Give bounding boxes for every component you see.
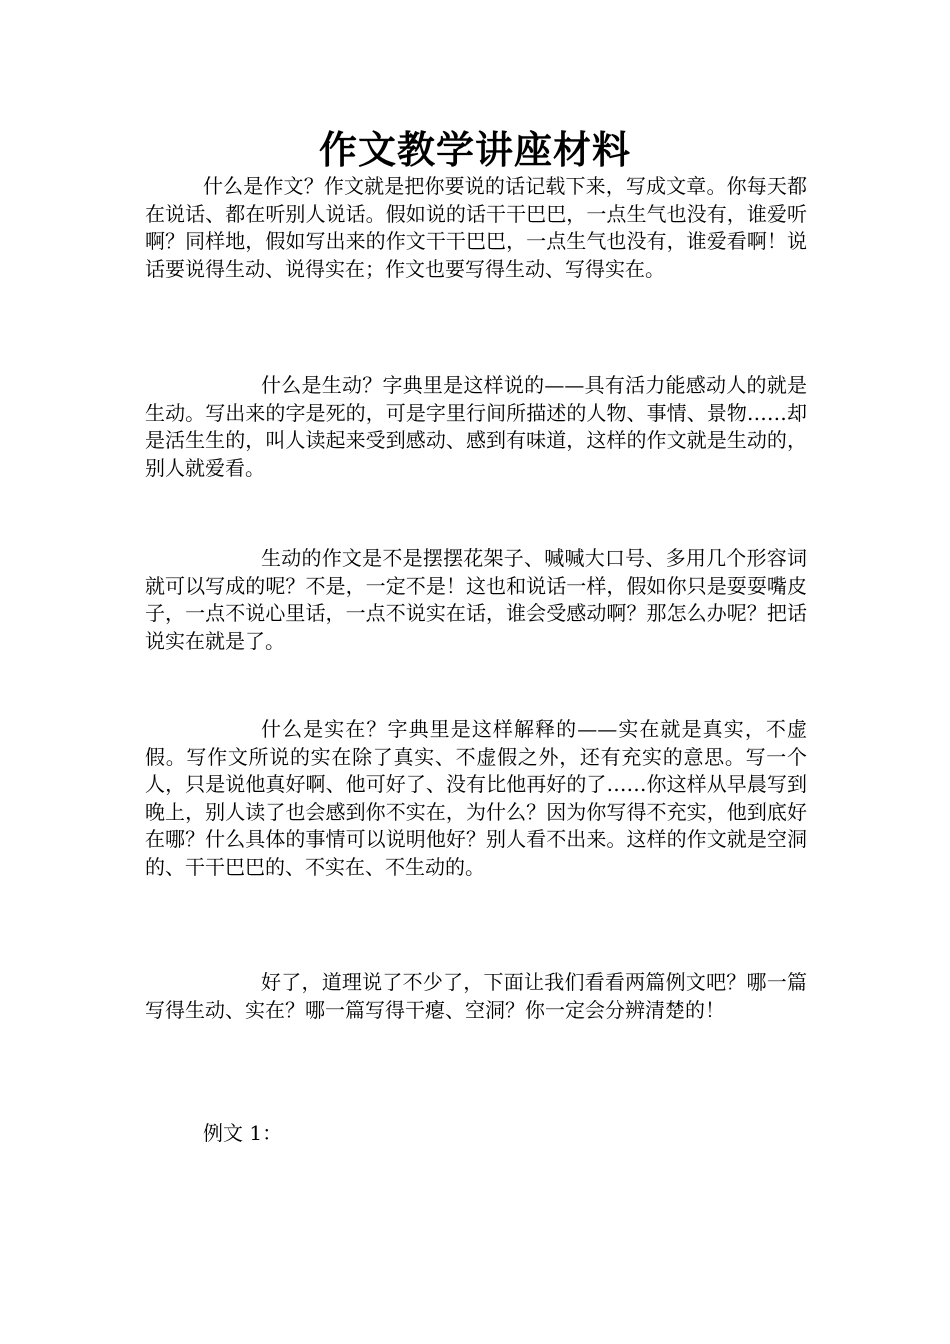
paragraph-2: 什么是生动？字典里是这样说的——具有活力能感动人的就是生动。写出来的字是死的，可是字里行间所描述的人物、事情、景物……却是活生生的，叫人读起来受到感动、感到有味道，这样的作文就是生动的，别人就爱看。 xyxy=(145,373,807,480)
example-label: 例文 1： xyxy=(203,1121,283,1145)
paragraph-1: 什么是作文？作文就是把你要说的话记载下来，写成文章。你每天都在说话、都在听别人说话。假如说的话干干巴巴，一点生气也没有，谁爱听啊？同样地，假如写出来的作文干干巴巴，一点生气也没有，谁爱看啊！说话要说得生动、说得实在；作文也要写得生动、写得实在。 xyxy=(145,174,807,281)
document-title: 作文教学讲座材料 xyxy=(318,127,631,172)
paragraph-5: 好了，道理说了不少了，下面让我们看看两篇例文吧？哪一篇写得生动、实在？哪一篇写得干瘪、空洞？你一定会分辨清楚的！ xyxy=(145,970,807,1022)
paragraph-3: 生动的作文是不是摆摆花架子、喊喊大口号、多用几个形容词就可以写成的呢？不是，一定不是！这也和说话一样，假如你只是耍耍嘴皮子，一点不说心里话，一点不说实在话，谁会受感动啊？那怎么办呢？把话说实在就是了。 xyxy=(145,546,807,653)
paragraph-4: 什么是实在？字典里是这样解释的——实在就是真实，不虚假。写作文所说的实在除了真实、不虚假之外，还有充实的意思。写一个人，只是说他真好啊、他可好了、没有比他再好的了……你这样从早晨写到晚上，别人读了也会感到你不实在，为什么？因为你写得不充实，他到底好在哪？什么具体的事情可以说明他好？别人看不出来。这样的作文就是空洞的、干干巴巴的、不实在、不生动的。 xyxy=(145,717,807,879)
